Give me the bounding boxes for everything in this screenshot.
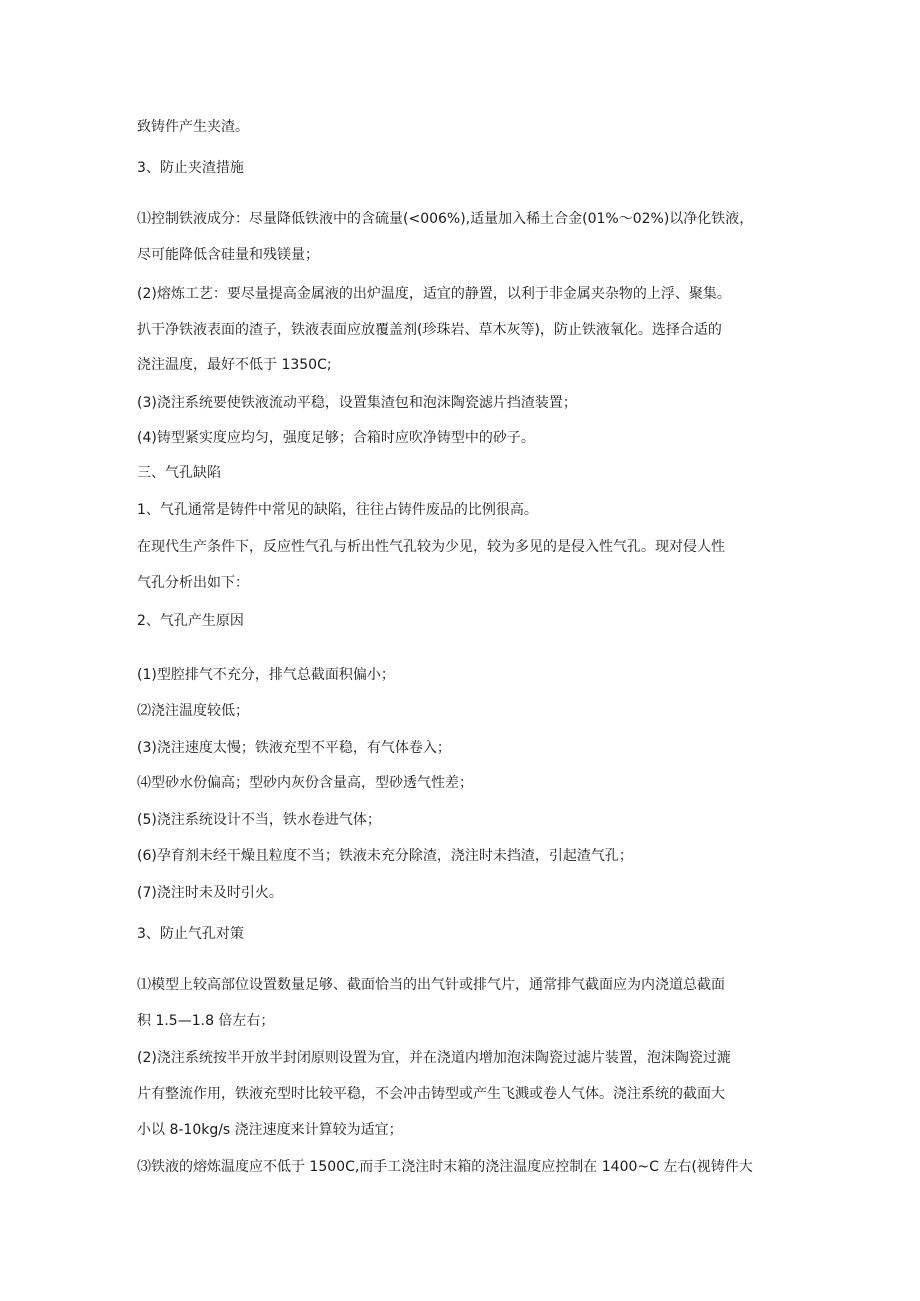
text-line: (1)型腔排气不充分，排气总截面积偏小； (137, 667, 395, 683)
text-line: ⑶铁液的熔炼温度应不低于 1500C,而手工浇注时末箱的浇注温度应控制在 1400~C 左右(视铸件大 (137, 1159, 753, 1175)
text-line: ⑷型砂水份偏高；型砂内灰份含量高，型砂透气性差； (137, 775, 473, 791)
text-line: ⑵浇注温度较低； (137, 703, 249, 719)
text-line: 尽可能降低含硅量和残镁量； (137, 247, 319, 263)
text-line: (2)熔炼工艺：要尽量提高金属液的出炉温度，适宜的静置，以利于非金属夹杂物的上浮、聚集。 (137, 286, 731, 302)
text-line: 片有整流作用，铁液充型时比较平稳，不会冲击铸型或产生飞溅或卷人气体。浇注系统的截面大 (137, 1086, 725, 1102)
section-heading: 3、防止气孔对策 (137, 926, 244, 942)
text-line: (3)浇注系统要使铁液流动平稳，设置集渣包和泡沫陶瓷滤片挡渣装置； (137, 395, 577, 411)
text-line: (6)孕育剂未经干燥且粒度不当；铁液未充分除渣，浇注时未挡渣，引起渣气孔； (137, 848, 633, 864)
text-line: (3)浇注速度太慢；铁液充型不平稳，有气体卷入； (137, 740, 451, 756)
text-line: ⑴模型上较高部位设置数量足够、截面恰当的出气针或排气片，通常排气截面应为内浇道总截面 (137, 977, 725, 993)
text-line: 在现代生产条件下，反应性气孔与析出性气孔较为少见，较为多见的是侵入性气孔。现对侵人性 (137, 539, 725, 555)
text-line: 扒干净铁液表面的渣子，铁液表面应放覆盖剂(珍珠岩、草木灰等)，防止铁液氧化。选择合适的 (137, 322, 722, 338)
text-line: 致铸件产生夹渣。 (137, 119, 249, 135)
text-line: 气孔分析出如下： (137, 575, 249, 591)
section-heading: 三、气孔缺陷 (137, 465, 221, 481)
text-line: (4)铸型紧实度应均匀，强度足够；合箱时应吹净铸型中的砂子。 (137, 430, 535, 446)
text-line: 浇注温度，最好不低于 1350C; (137, 357, 332, 373)
text-line: (7)浇注时未及时引火。 (137, 885, 283, 901)
text-line: (5)浇注系统设计不当，铁水卷进气体； (137, 812, 381, 828)
text-line: 小以 8-10kg/s 浇注速度来计算较为适宜； (137, 1122, 403, 1138)
text-line: 积 1.5—1.8 倍左右； (137, 1013, 275, 1029)
text-line: 1、气孔通常是铸件中常见的缺陷，往往占铸件废品的比例很高。 (137, 502, 538, 518)
text-line: (2)浇注系统按半开放半封闭原则设置为宜，并在浇道内增加泡沫陶瓷过滤片装置，泡沫陶瓷过漉 (137, 1050, 731, 1066)
section-heading: 3、防止夹渣措施 (137, 160, 244, 176)
text-line: ⑴控制铁液成分：尽量降低铁液中的含硫量(<006%),适量加入稀土合金(01%～02%)以净化铁液， (137, 211, 754, 227)
section-heading: 2、气孔产生原因 (137, 613, 244, 629)
